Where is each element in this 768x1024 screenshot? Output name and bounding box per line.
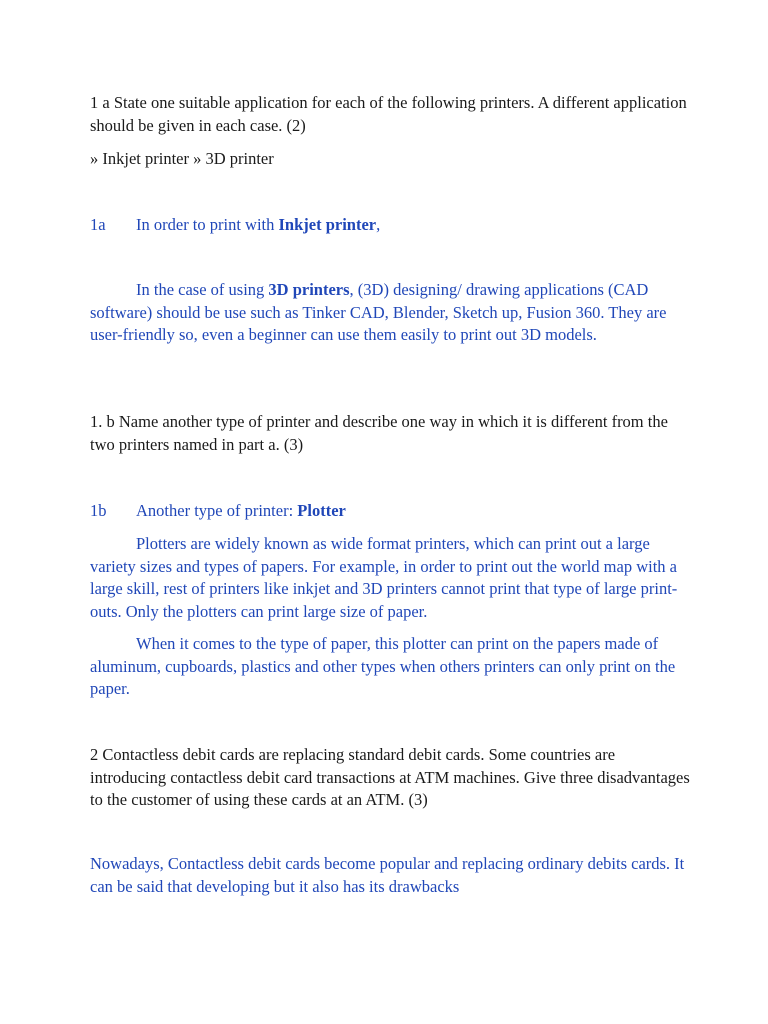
question-1a-text [90,92,690,137]
answer-1b-plotter-bold: Plotter [297,501,346,520]
question-1a-prompt: 1 a State one suitable application for each of the following printers. A different application should be given in each case. (2) [90,93,687,135]
answer-1b-paper-types: When it comes to the type of paper, this plotter can print on the papers made of aluminum, cupboards, plastics and other types when others printers can only print on the paper. [90,634,676,698]
question-1b-prompt: 1. b Name another type of printer and describe one way in which it is different from the two printers named in part a. (3) [90,412,668,454]
answer-1b-intro [90,500,690,523]
answer-2-body: Nowadays, Contactless debit cards become popular and replacing ordinary debits cards. It can be said that developing but it also has its drawbacks [90,854,685,896]
answer-1a-3d-intro: In the case of using [136,280,269,299]
answer-1a-3d-paragraph [90,279,690,347]
question-2-prompt: 2 Contactless debit cards are replacing standard debit cards. Some countries are introducing contactless debit card transactions at ATM machines. Give three disadvantages to the customer of using these cards at an ATM. (3) [90,745,690,809]
answer-1a-inkjet-bold: Inkjet printer [278,215,377,234]
answer-1a-3d-body: , (3D) designing/ drawing applications (CAD software) should be use such as Tinker CAD, Blender, Sketch up, Fusion 360. They are user-friendly so, even a beginner can use them easily to print out 3D models. [90,280,667,344]
answer-1a-intro-comma: , [376,215,381,234]
answer-1a-label: 1a [90,215,106,234]
answer-1a-3d-bold: 3D printers [268,280,350,299]
answer-1a-intro [90,214,690,237]
answer-2-text [90,853,690,898]
answer-1b-label: 1b [90,501,107,520]
question-2-text [90,744,690,812]
question-1b-text [90,411,690,456]
answer-1b-intro-text: Another type of printer: [136,501,298,520]
answer-1b-paragraph-2 [90,633,690,701]
answer-1b-paragraph-1 [90,533,690,623]
answer-1a-intro-text: In order to print with [136,215,279,234]
question-1a-printer-list: » Inkjet printer » 3D printer [90,149,274,168]
answer-1b-plotter-description: Plotters are widely known as wide format printers, which can print out a large variety sizes and types of papers. For example, in order to print out the world map with a large skill, rest of printers like inkjet and 3D printers cannot print that type of large print-outs. Only the plotters can print large size of paper. [90,534,678,621]
question-1a-options [90,148,690,171]
